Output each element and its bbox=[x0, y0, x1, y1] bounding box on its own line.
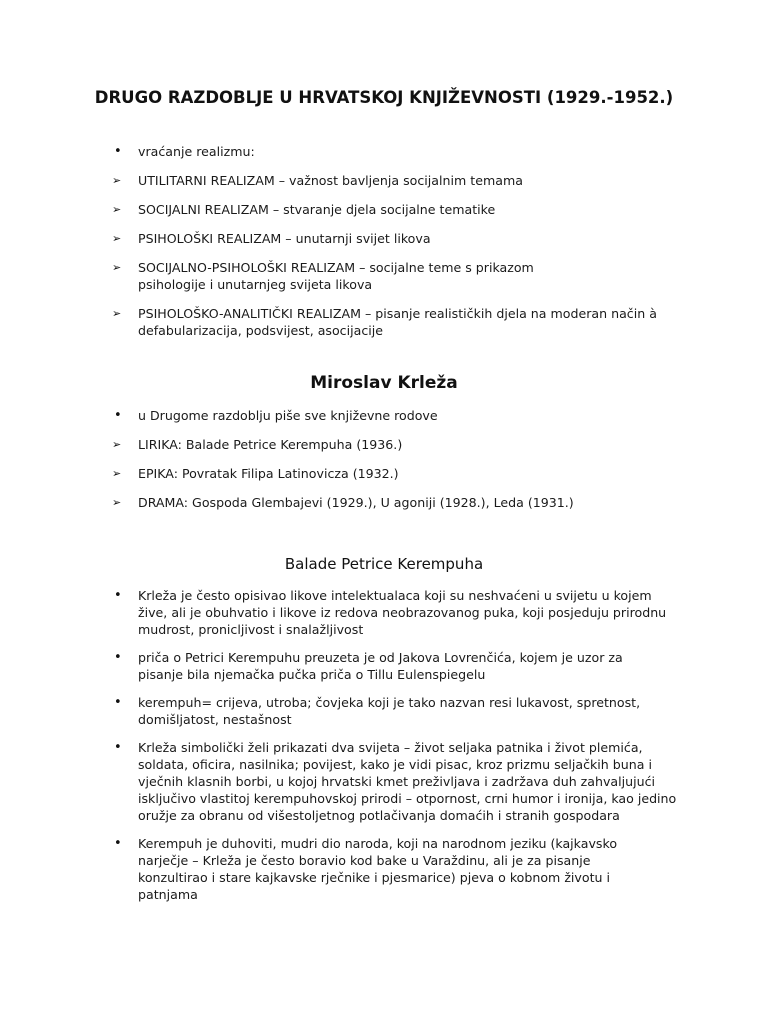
list-item: • u Drugome razdoblju piše sve književne rodove bbox=[114, 408, 438, 423]
list-item: • vraćanje realizmu: bbox=[114, 144, 255, 159]
list-item: ➢ EPIKA: Povratak Filipa Latinovicza (1932.) bbox=[112, 466, 399, 481]
bullet-icon: • bbox=[114, 740, 122, 755]
list-item: ➢ SOCIJALNI REALIZAM – stvaranje djela socijalne tematike bbox=[112, 202, 496, 217]
list-item: • priča o Petrici Kerempuhu preuzeta je od Jakova Lovrenčića, kojem je uzor za pisanje bila njemačka pučka priča o Tillu Eulenspiegelu bbox=[114, 650, 623, 682]
list-item: • Krleža simbolički želi prikazati dva svijeta – život seljaka patnika i život plemića, soldata, oficira, nasilnika; povijest, kako je vidi pisac, kroz prizmu seljačkih buna i vječnih klasnih borbi, u kojoj hrvatski kmet preživljava i zadržava duh zahvaljujući isključivo vlastitoj kerempuhovskoj prirodi – otpornost, crni humor i ironija, kao jedino oružje za obranu od višestoljetnog potlačivanja domaćih i stranih gospodara bbox=[114, 740, 677, 823]
arrow-bullet-icon: ➢ bbox=[112, 174, 122, 187]
list-item: ➢ LIRIKA: Balade Petrice Kerempuha (1936.) bbox=[112, 437, 403, 452]
bullet-icon: • bbox=[114, 144, 122, 159]
list-item: ➢ UTILITARNI REALIZAM – važnost bavljenja socijalnim temama bbox=[112, 173, 523, 188]
list-item: ➢ SOCIJALNO-PSIHOLOŠKI REALIZAM – socijalne teme s prikazom psihologije i unutarnjeg svijeta likova bbox=[112, 260, 534, 292]
section-heading-balade: Balade Petrice Kerempuha bbox=[284, 555, 484, 573]
bullet-icon: • bbox=[114, 588, 122, 603]
bullet-icon: • bbox=[114, 695, 122, 710]
arrow-bullet-icon: ➢ bbox=[112, 467, 122, 480]
page-title: DRUGO RAZDOBLJE U HRVATSKOJ KNJIŽEVNOSTI (1929.-1952.) bbox=[94, 88, 674, 107]
arrow-bullet-icon: ➢ bbox=[112, 307, 122, 320]
list-item: • Krleža je često opisivao likove intelektualaca koji su neshvaćeni u svijetu u kojem žive, ali je obuhvatio i likove iz redova neobrazovanog puka, koji posjeduju prirodnu mudrost, pronicljivost i snalažljivost bbox=[114, 588, 667, 637]
list-item: ➢ PSIHOLOŠKO-ANALITIČKI REALIZAM – pisanje realističkih djela na moderan način à defabularizacija, podsvijest, asocijacije bbox=[112, 306, 657, 338]
arrow-bullet-icon: ➢ bbox=[112, 496, 122, 509]
arrow-bullet-icon: ➢ bbox=[112, 232, 122, 245]
krleza-list bbox=[112, 407, 692, 511]
balade-list bbox=[112, 587, 682, 903]
list-item: ➢ PSIHOLOŠKI REALIZAM – unutarnji svijet likova bbox=[112, 231, 431, 246]
list-item: ➢ DRAMA: Gospoda Glembajevi (1929.), U agoniji (1928.), Leda (1931.) bbox=[112, 495, 574, 510]
list-item: • Kerempuh je duhoviti, mudri dio naroda, koji na narodnom jeziku (kajkavsko narječje – Krleža je često boravio kod bake u Varaždinu, ali je za pisanje konzultirao i stare kajkavske rječnike i pjesmarice) pjeva o kobnom životu i patnjama bbox=[114, 836, 618, 902]
arrow-bullet-icon: ➢ bbox=[112, 261, 122, 274]
realism-list bbox=[112, 143, 692, 339]
bullet-icon: • bbox=[114, 408, 122, 423]
bullet-icon: • bbox=[114, 836, 122, 851]
arrow-bullet-icon: ➢ bbox=[112, 438, 122, 451]
section-heading-krleza: Miroslav Krleža bbox=[310, 373, 458, 393]
arrow-bullet-icon: ➢ bbox=[112, 203, 122, 216]
bullet-icon: • bbox=[114, 650, 122, 665]
list-item: • kerempuh= crijeva, utroba; čovjeka koji je tako nazvan resi lukavost, spretnost, domišljatost, nestašnost bbox=[114, 695, 641, 727]
